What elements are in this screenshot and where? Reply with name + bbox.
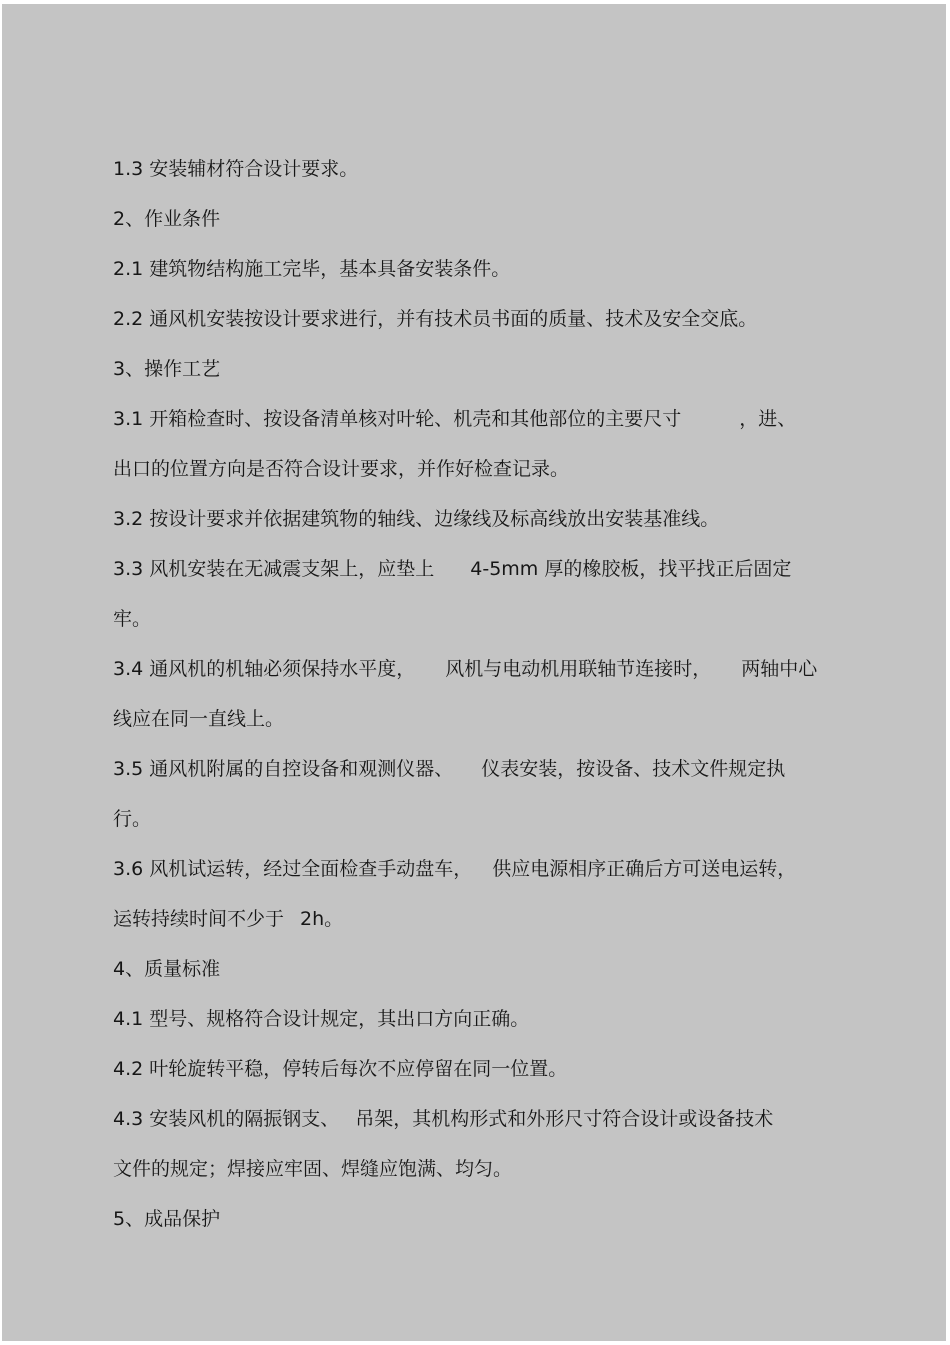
- text-line: 运转持续时间不少于 2h。: [113, 908, 344, 930]
- document-body: [113, 144, 853, 1244]
- text-line: 4.3 安装风机的隔振钢支、 吊架，其机构形式和外形尺寸符合设计或设备技术: [113, 1108, 774, 1130]
- text-line: 行。: [113, 808, 152, 830]
- text-line: 3.2 按设计要求并依据建筑物的轴线、边缘线及标高线放出安装基准线。: [113, 508, 720, 530]
- section-heading: 4、质量标准: [113, 958, 221, 980]
- text-line: 1.3 安装辅材符合设计要求。: [113, 158, 359, 180]
- text-line: 3.4 通风机的机轴必须保持水平度， 风机与电动机用联轴节连接时， 两轴中心: [113, 658, 818, 680]
- text-line: 3.1 开箱检查时、按设备清单核对叶轮、机壳和其他部位的主要尺寸 ，进、: [113, 408, 797, 430]
- text-line: 2.1 建筑物结构施工完毕，基本具备安装条件。: [113, 258, 511, 280]
- text-line: 2.2 通风机安装按设计要求进行，并有技术员书面的质量、技术及安全交底。: [113, 308, 758, 330]
- text-line: 3.6 风机试运转，经过全面检查手动盘车， 供应电源相序正确后方可送电运转，: [113, 858, 797, 880]
- text-line: 3.3 风机安装在无减震支架上，应垫上 4-5mm 厚的橡胶板，找平找正后固定: [113, 558, 792, 580]
- section-heading: 2、作业条件: [113, 208, 221, 230]
- document-page: [2, 4, 946, 1341]
- text-line: 3.5 通风机附属的自控设备和观测仪器、 仪表安装，按设备、技术文件规定执: [113, 758, 786, 780]
- text-line: 文件的规定；焊接应牢固、焊缝应饱满、均匀。: [113, 1158, 513, 1180]
- text-line: 线应在同一直线上。: [113, 708, 285, 730]
- text-line: 出口的位置方向是否符合设计要求，并作好检查记录。: [113, 458, 570, 480]
- section-heading: 5、成品保护: [113, 1208, 221, 1230]
- text-line: 4.2 叶轮旋转平稳，停转后每次不应停留在同一位置。: [113, 1058, 568, 1080]
- text-line: 4.1 型号、规格符合设计规定，其出口方向正确。: [113, 1008, 530, 1030]
- text-line: 牢。: [113, 608, 152, 630]
- section-heading: 3、操作工艺: [113, 358, 221, 380]
